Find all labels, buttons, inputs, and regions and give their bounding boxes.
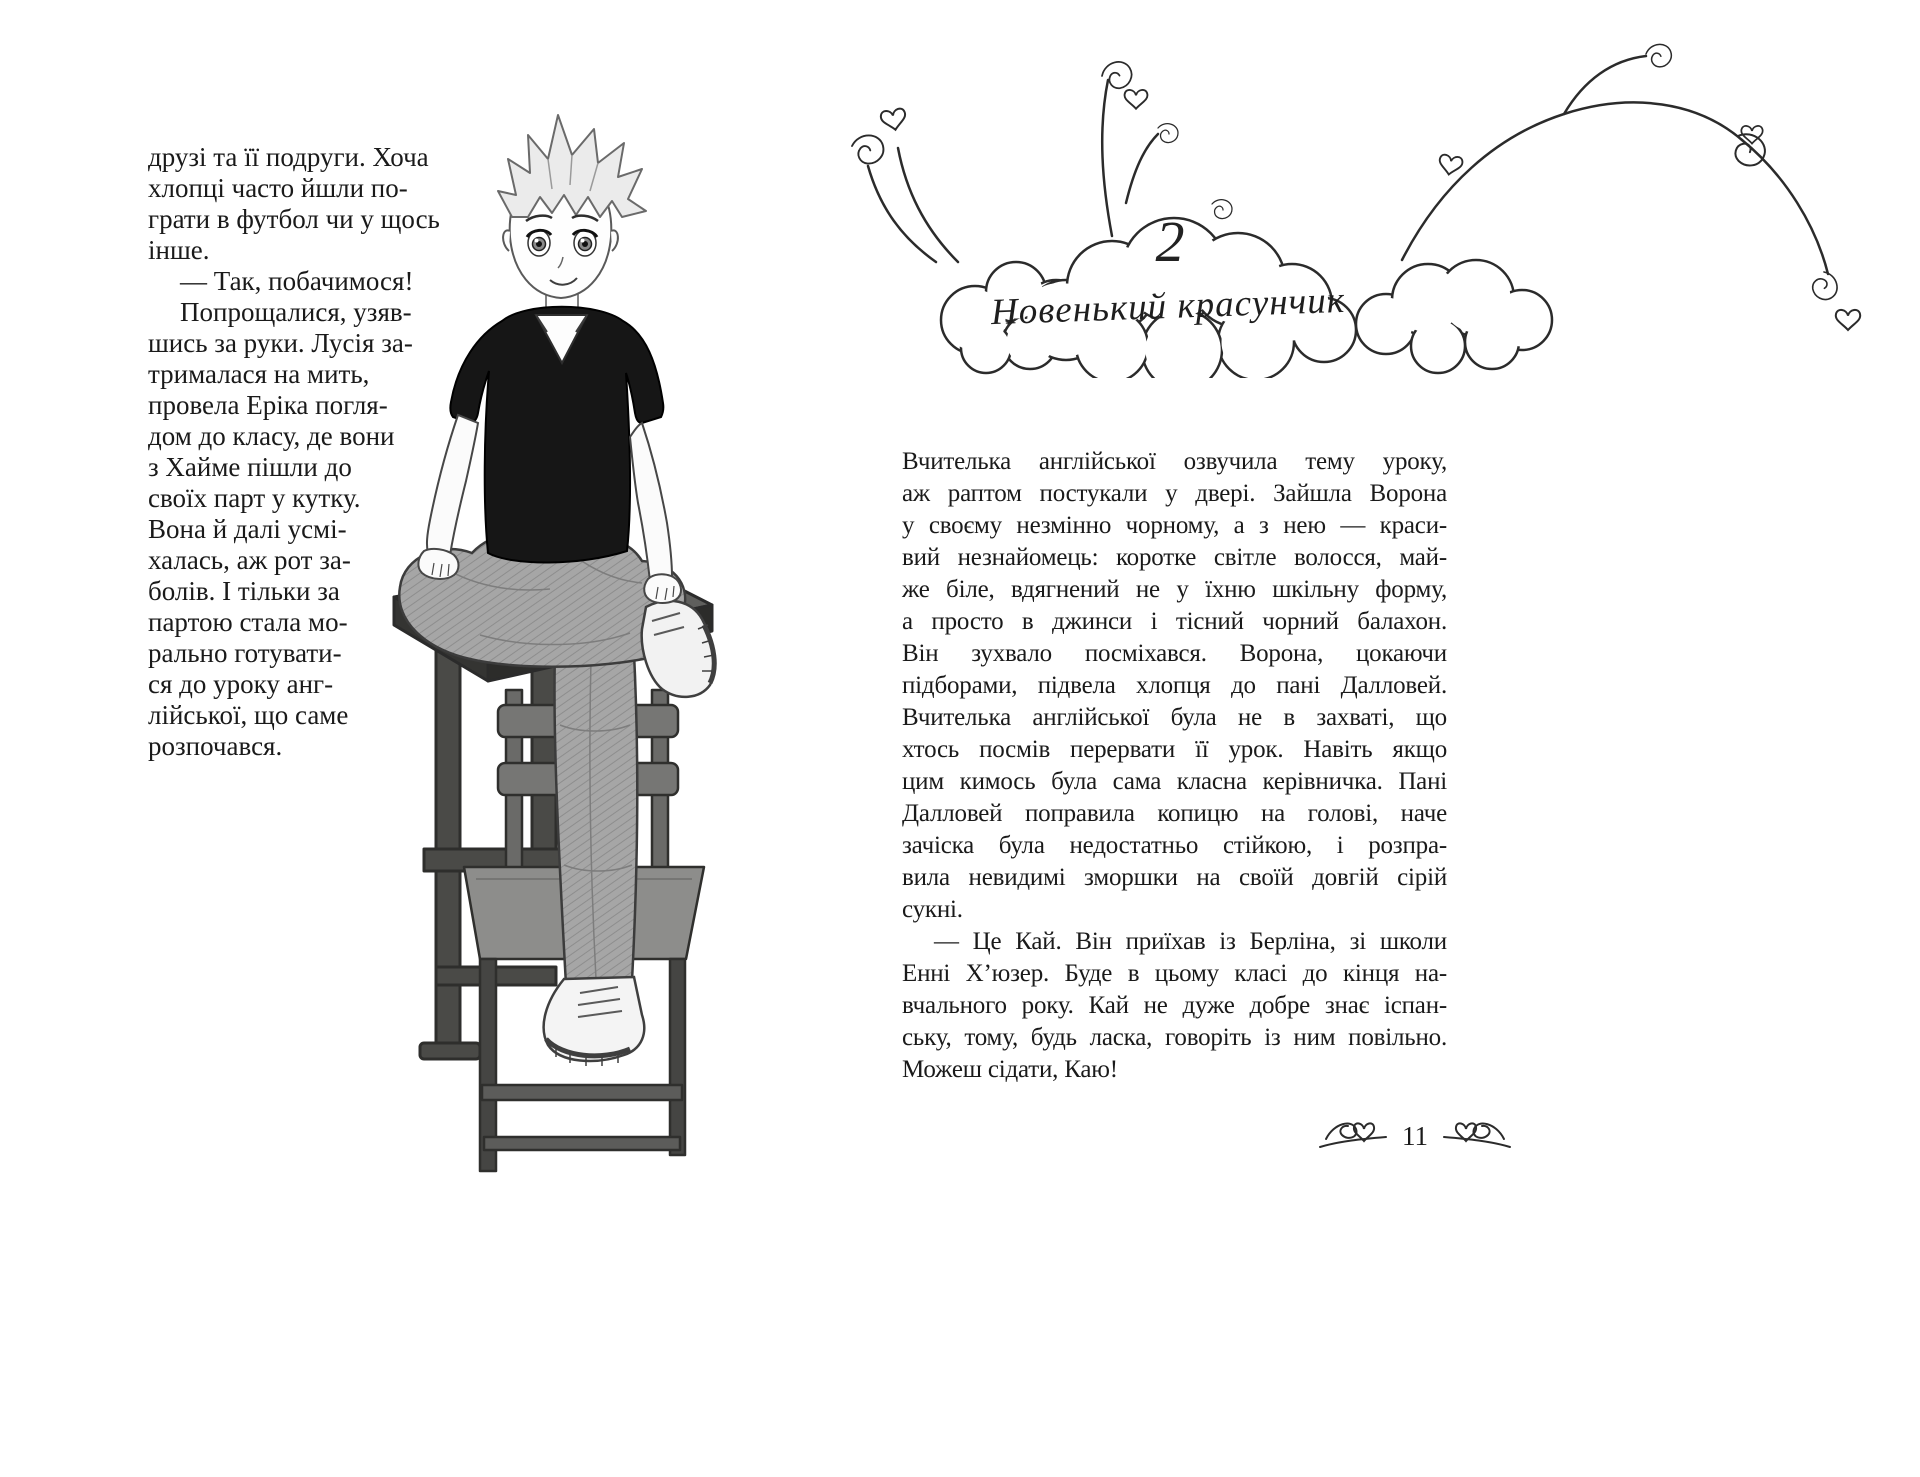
text-line: провела Еріка погля- (148, 390, 388, 420)
footer-doodle-right (1440, 1113, 1512, 1159)
text-line: вий незнайомець: коротке світле волосся, май- (902, 544, 1447, 571)
text-line: друзі та її подруги. Хоча (148, 142, 429, 172)
text-line: грати в футбол чи у щось (148, 204, 440, 234)
text-line: ся до уроку анг- (148, 669, 334, 699)
text-line: рально готувати- (148, 638, 342, 668)
page-number: 11 (1402, 1120, 1428, 1151)
text-line: аж раптом постукали у двері. Зайшла Ворона (902, 480, 1447, 507)
text-line: вила невидимі зморшки на своїй довгій сірій (902, 864, 1447, 891)
boy-on-desk-drawing (380, 105, 780, 1185)
right-page-text (902, 446, 1447, 1086)
text-line: підборами, підвела хлопця до пані Далловей. (902, 672, 1447, 699)
text-line: у своєму незмінно чорному, а з нею — краси- (902, 512, 1447, 539)
text-line: ську, тому, будь ласка, говоріть із ним повільно. (902, 1024, 1447, 1051)
text-line: же біле, вдягнений не у їхню шкільну форму, (902, 576, 1447, 603)
footer-doodle-left (1318, 1113, 1390, 1159)
text-line: дом до класу, де вони (148, 421, 395, 451)
head (498, 115, 646, 298)
text-line: а просто в джинси і тісний чорний балахон. (902, 608, 1447, 635)
text-line: хтось посмів перервати її урок. Навіть якщо (902, 736, 1447, 763)
hanging-leg (554, 617, 637, 985)
text-line: Енні Х’юзер. Буде в цьому класі до кінця на- (902, 960, 1447, 987)
page-footer (1318, 1112, 1512, 1160)
text-line: — Так, побачимося! (180, 266, 414, 296)
text-line: зачіска була недостатньо стійкою, і розпра- (902, 832, 1447, 859)
text-line: шись за руки. Лусія за- (148, 328, 413, 358)
text-line: Попрощалися, узяв- (180, 297, 412, 327)
text-line: Далловей поправила копицю на голові, наче (902, 800, 1447, 827)
text-line: болів. І тільки за (148, 576, 340, 606)
text-line: хлопці часто йшли по- (148, 173, 408, 203)
text-line: партою стала мо- (148, 607, 348, 637)
text-line: лійської, що саме (148, 700, 349, 730)
text-line: халась, аж рот за- (148, 545, 351, 575)
text-line: розпочався. (148, 731, 283, 761)
text-line: інше. (148, 235, 210, 265)
text-line: Він зухвало посміхався. Ворона, цокаючи (902, 640, 1447, 667)
text-line: цим кимось була сама класна керівничка. Пані (902, 768, 1447, 795)
text-line: вчального року. Кай не дуже добре знає іспан- (902, 992, 1447, 1019)
bottom-sneaker (544, 977, 645, 1066)
text-line: — Це Кай. Він приїхав із Берліна, зі школи (934, 928, 1447, 955)
text-line: Можеш сідати, Каю! (902, 1056, 1118, 1083)
chapter-number: 2 (1155, 209, 1185, 274)
text-line: з Хайме пішли до (148, 452, 352, 482)
text-line: Вчителька англійської озвучила тему уроку, (902, 448, 1447, 475)
text-line: Вона й далі усмі- (148, 514, 347, 544)
chapter-title: Новенький красунчик (990, 279, 1346, 334)
boy-illustration (380, 105, 780, 1185)
text-line: своїх парт у кутку. (148, 483, 361, 513)
text-line: Вчителька англійської була не в захваті, що (902, 704, 1447, 731)
text-line: сукні. (902, 896, 963, 923)
text-line: трималася на мить, (148, 359, 370, 389)
